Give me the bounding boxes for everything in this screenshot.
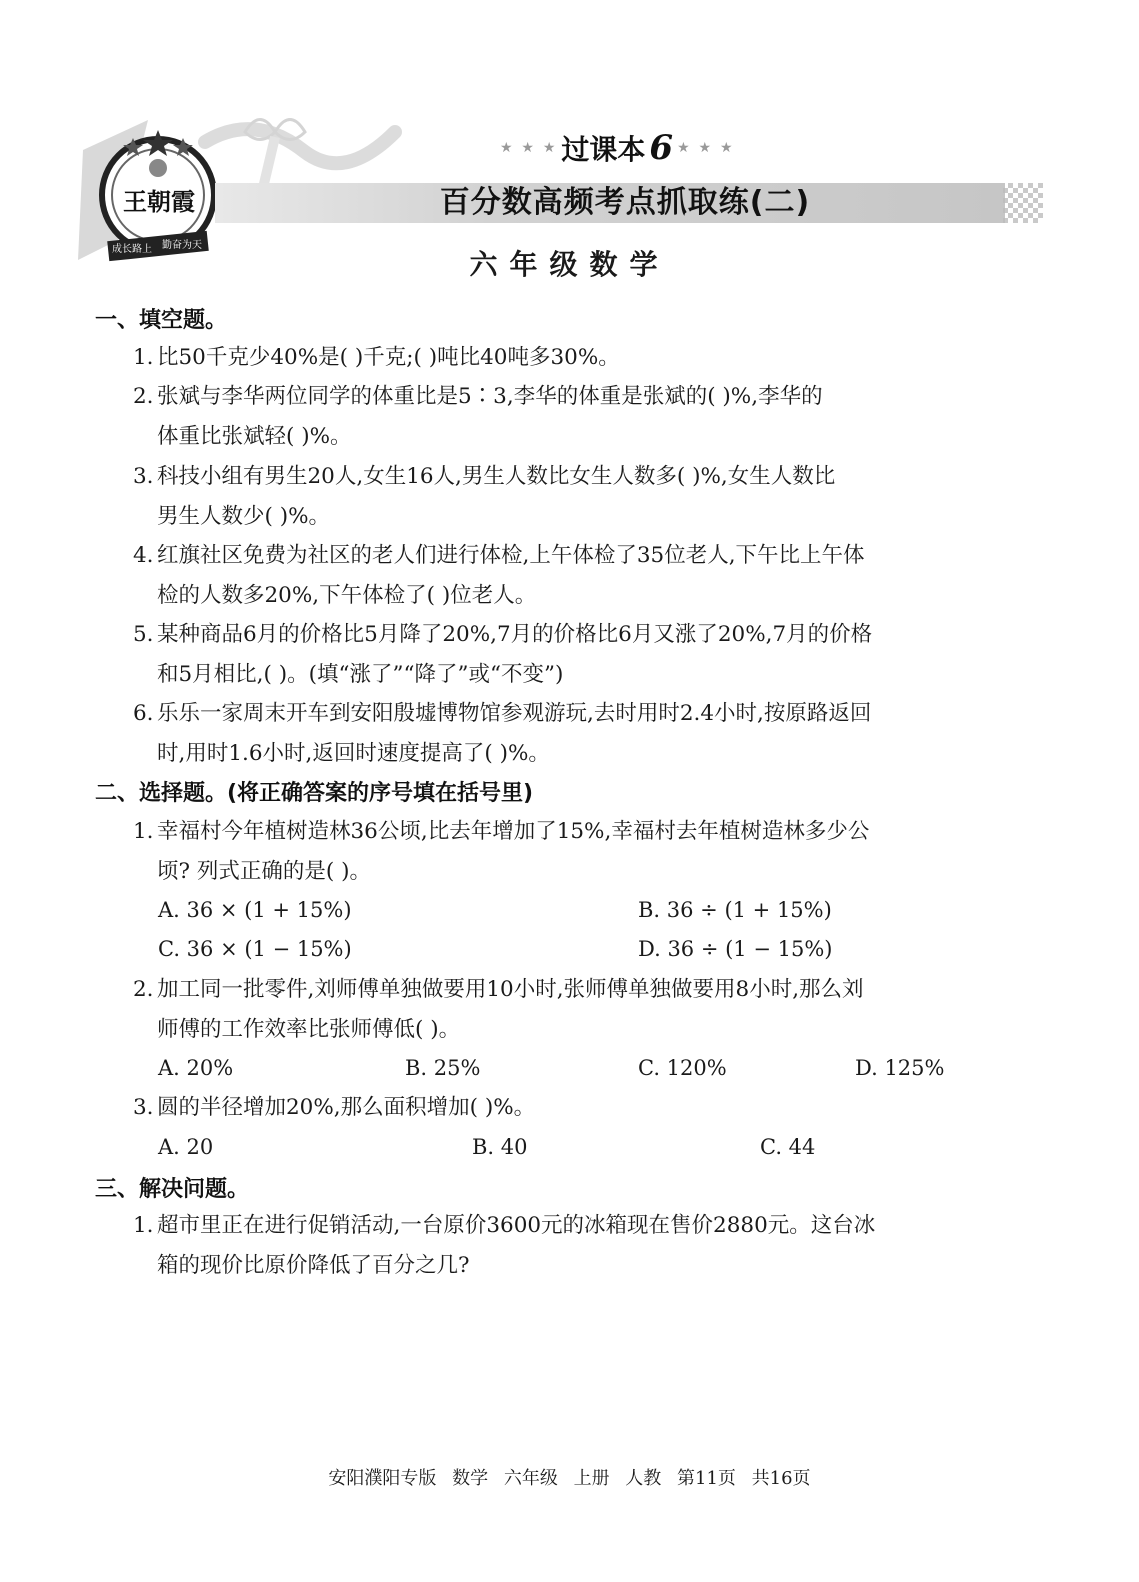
stars-left-icon: ★ ★ ★ <box>500 140 558 156</box>
question-text-cont: 和5月相比,( )。(填“涨了”“降了”或“不变”) <box>157 662 564 687</box>
question-text: 红旗社区免费为社区的老人们进行体检,上午体检了35位老人,下午比上午体 <box>157 543 865 568</box>
page-title: 百分数高频考点抓取练(二) <box>439 185 811 220</box>
question-number: 1. <box>133 1213 154 1238</box>
option-b[interactable]: B. 40 <box>472 1135 528 1159</box>
series-label: 过课本 <box>561 133 646 166</box>
option-d[interactable]: D. 36 ÷ (1 − 15%) <box>638 937 833 961</box>
question-number: 3. <box>133 1095 154 1120</box>
option-a[interactable]: A. 20% <box>158 1056 234 1080</box>
question-1-4 <box>133 536 1039 616</box>
question-number: 6. <box>133 701 154 726</box>
question-1-1 <box>133 338 1039 378</box>
question-1-2 <box>133 377 1039 457</box>
question-1-3 <box>133 457 1039 537</box>
question-number: 1. <box>133 819 154 844</box>
series-number: 6 <box>649 128 674 168</box>
question-text: 圆的半径增加20%,那么面积增加( )%。 <box>157 1095 536 1120</box>
option-b[interactable]: B. 36 ÷ (1 + 15%) <box>638 898 832 922</box>
question-text-cont: 检的人数多20%,下午体检了( )位老人。 <box>157 583 537 608</box>
checker-decoration <box>1003 183 1043 223</box>
logo-motto-right: 勤奋为天 <box>162 240 202 251</box>
question-text: 比50千克少40%是( )千克;( )吨比40吨多30%。 <box>157 345 620 370</box>
question-text: 加工同一批零件,刘师傅单独做要用10小时,张师傅单独做要用8小时,那么刘 <box>157 977 864 1002</box>
question-3-1 <box>133 1206 1039 1286</box>
logo-motto-left: 成长路上 <box>112 244 152 255</box>
option-c[interactable]: C. 36 × (1 − 15%) <box>158 937 352 961</box>
question-text: 幸福村今年植树造林36公顷,比去年增加了15%,幸福村去年植树造林多少公 <box>157 819 870 844</box>
question-text-cont: 体重比张斌轻( )%。 <box>157 424 352 449</box>
section-heading-word-problems: 三、解决问题。 <box>95 1177 250 1202</box>
option-c[interactable]: C. 44 <box>760 1135 816 1159</box>
question-number: 2. <box>133 384 154 409</box>
question-text: 乐乐一家周末开车到安阳殷墟博物馆参观游玩,去时用时2.4小时,按原路返回 <box>157 701 872 726</box>
question-text: 张斌与李华两位同学的体重比是5∶3,李华的体重是张斌的( )%,李华的 <box>157 384 823 409</box>
question-number: 3. <box>133 464 154 489</box>
question-1-6 <box>133 694 1039 774</box>
question-text-cont: 男生人数少( )%。 <box>157 504 331 529</box>
section-heading-fill-blank: 一、填空题。 <box>95 308 228 333</box>
question-number: 1. <box>133 345 154 370</box>
stars-right-icon: ★ ★ ★ <box>677 140 735 156</box>
option-b[interactable]: B. 25% <box>405 1056 481 1080</box>
question-number: 4. <box>133 543 154 568</box>
option-d[interactable]: D. 125% <box>855 1056 945 1080</box>
option-a[interactable]: A. 36 × (1 + 15%) <box>158 898 352 922</box>
logo-wordmark: 王朝霞 <box>123 187 195 216</box>
question-text-cont: 时,用时1.6小时,返回时速度提高了( )%。 <box>157 741 550 766</box>
question-number: 2. <box>133 977 154 1002</box>
section-heading-multiple-choice: 二、选择题。(将正确答案的序号填在括号里) <box>95 781 534 806</box>
question-2-1 <box>133 812 1039 892</box>
question-number: 5. <box>133 622 154 647</box>
option-c[interactable]: C. 120% <box>638 1056 727 1080</box>
option-a[interactable]: A. 20 <box>158 1135 214 1159</box>
question-2-3 <box>133 1088 1039 1128</box>
series-badge <box>500 128 735 168</box>
question-1-5 <box>133 615 1039 695</box>
question-text-cont: 顷? 列式正确的是( )。 <box>157 859 371 884</box>
question-2-2 <box>133 970 1039 1050</box>
question-text: 超市里正在进行促销活动,一台原价3600元的冰箱现在售价2880元。这台冰 <box>157 1213 876 1238</box>
page-footer: 安阳濮阳专版 数学 六年级 上册 人教 第11页 共16页 <box>328 1468 811 1489</box>
page-subtitle: 六年级数学 <box>469 248 670 281</box>
question-text: 科技小组有男生20人,女生16人,男生人数比女生人数多( )%,女生人数比 <box>157 464 836 489</box>
question-text-cont: 箱的现价比原价降低了百分之几? <box>157 1253 470 1278</box>
question-text: 某种商品6月的价格比5月降了20%,7月的价格比6月又涨了20%,7月的价格 <box>157 622 873 647</box>
question-text-cont: 师傅的工作效率比张师傅低( )。 <box>157 1017 461 1042</box>
